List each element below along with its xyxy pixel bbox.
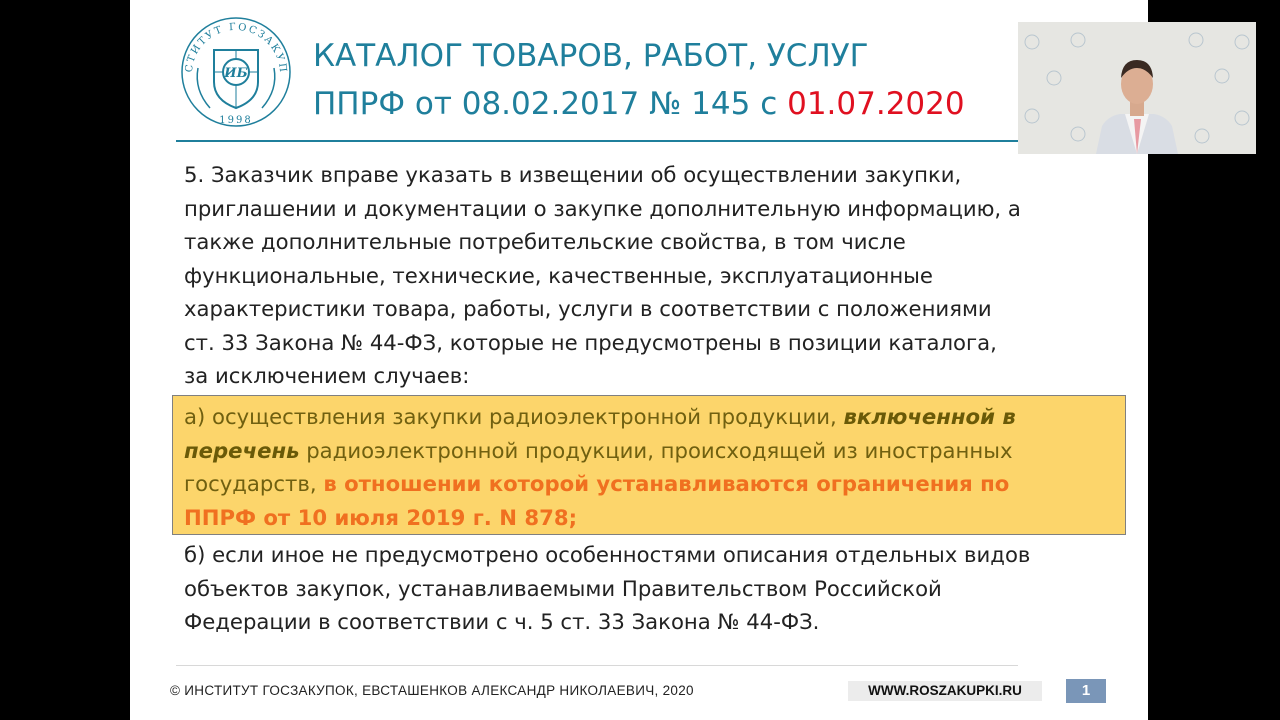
item-a-text: государств, (184, 471, 324, 496)
item-b-line: б) если иное не предусмотрено особенностями описания отдельных видов (184, 542, 1031, 567)
item-a-line-4 (184, 501, 1016, 535)
item-a-line-2 (184, 434, 1016, 468)
item-b-line: объектов закупок, устанавливаемыми Правительством Российской (184, 575, 942, 601)
item-a-line-3 (184, 467, 1016, 501)
paragraph-line: за исключением случаев: (184, 363, 470, 388)
svg-text:ИНСТИТУТ ГОСЗАКУПОК: СТИТУТ ГОСЗАКУП (183, 21, 289, 75)
item-a-line-1 (184, 400, 1016, 434)
page-number-badge: 1 (1066, 679, 1106, 703)
item-b-line: Федерации в соответствии с ч. 5 ст. 33 Закона № 44-ФЗ. (184, 609, 820, 634)
slide-title (313, 32, 1003, 128)
paragraph-line: функциональные, технические, качественные, эксплуатационные (184, 262, 933, 288)
footer-website: WWW.ROSZAKUPKI.RU (848, 681, 1042, 701)
title-effective-date: 01.07.2020 (787, 86, 965, 122)
item-a-text: а) осуществления закупки радиоэлектронной продукции, (184, 404, 844, 429)
paragraph-line: ст. 33 Закона № 44-ФЗ, которые не предусмотрены в позиции каталога, (184, 329, 997, 355)
paragraph-line: также дополнительные потребительские свойства, в том числе (184, 229, 906, 254)
institute-logo (176, 10, 296, 130)
item-a-text: радиоэлектронной продукции, происходящей из иностранных (299, 437, 1013, 463)
title-divider (176, 140, 1018, 142)
paragraph-line: приглашении и документации о закупке дополнительную информацию, а (184, 195, 1021, 221)
paragraph-5 (184, 158, 1124, 393)
item-a-emphasis: включенной в (843, 404, 1016, 429)
item-a-restriction: ППРФ от 10 июля 2019 г. N 878; (184, 504, 578, 530)
item-a-emphasis: перечень (184, 437, 300, 463)
title-line-1: КАТАЛОГ ТОВАРОВ, РАБОТ, УСЛУГ (313, 38, 869, 74)
svg-text:1998: 1998 (219, 115, 253, 126)
paragraph-line: характеристики товара, работы, услуги в соответствии с положениями (184, 296, 992, 321)
title-line-2 (313, 80, 1003, 128)
svg-text:ИБ: ИБ (224, 66, 248, 81)
footer-divider (176, 665, 1018, 666)
footer-copyright: © ИНСТИТУТ ГОСЗАКУПОК, ЕВСТАШЕНКОВ АЛЕКСАНДР НИКОЛАЕВИЧ, 2020 (170, 683, 694, 698)
presenter-video-frame (1018, 22, 1256, 154)
item-a (184, 400, 1016, 534)
paragraph-line: 5. Заказчик вправе указать в извещении об осуществлении закупки, (184, 162, 962, 187)
item-a-restriction: в отношении которой устанавливаются ограничения по (323, 471, 1010, 496)
title-line-2-prefix: ППРФ от 08.02.2017 № 145 с (313, 86, 788, 122)
presenter-video (1018, 22, 1256, 154)
item-b (184, 538, 1030, 639)
